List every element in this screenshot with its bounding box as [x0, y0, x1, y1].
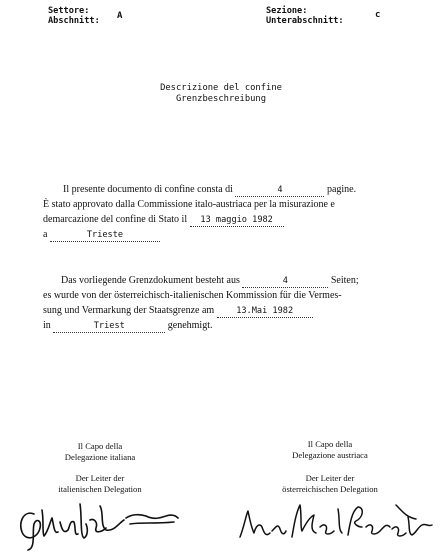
german-date-text: sung und Vermarkung der Staatsgrenze am — [43, 305, 215, 316]
left-de-line1: Der Leiter der — [75, 473, 125, 483]
italian-place-field — [50, 230, 160, 242]
right-de-line2: österreichischen Delegation — [282, 484, 378, 494]
german-pages-suffix: Seiten; — [330, 275, 359, 286]
sezione-value: c — [375, 10, 381, 20]
german-pages-value: 4 — [282, 276, 288, 286]
title-german: Grenzbeschreibung — [175, 94, 267, 104]
right-de-line1: Der Leiter der — [305, 473, 355, 483]
german-place-text: in — [43, 320, 51, 331]
german-line-4 — [43, 321, 213, 333]
sezione-label: Sezione: — [266, 6, 308, 16]
german-line-1 — [61, 276, 359, 288]
italian-place-text: a — [43, 229, 48, 240]
german-pages-field — [242, 276, 328, 288]
german-line-2: es wurde von der österreichisch-italienischen Kommission für die Vermes- — [43, 290, 342, 301]
right-it-line2: Delegazione austriaca — [292, 450, 368, 460]
italian-line-2: È stato approvato dalla Commissione italo-austriaca per la misurazione e — [43, 199, 335, 210]
signature-caption-italian — [25, 441, 175, 463]
italian-pages-suffix: pagine. — [326, 184, 357, 195]
signature-caption-austrian — [255, 439, 405, 461]
signature-caption-austrian-de — [255, 473, 405, 495]
left-it-line2: Delegazione italiana — [64, 452, 136, 462]
italian-place-value: Trieste — [86, 230, 124, 240]
italian-date-value: 13 maggio 1982 — [200, 215, 273, 225]
italian-pages-field — [235, 185, 324, 197]
german-place-value: Triest — [93, 321, 125, 331]
left-de-line2: italienischen Delegation — [58, 484, 142, 494]
italian-pages-value: 4 — [277, 185, 283, 195]
unterabschnitt-label: Unterabschnitt: — [266, 16, 344, 26]
title-italian: Descrizione del confine — [160, 83, 282, 93]
italian-line-3 — [43, 215, 284, 227]
german-date-value: 13.Mai 1982 — [236, 306, 294, 316]
signature-italian-delegate — [14, 492, 184, 554]
german-place-field — [53, 321, 165, 333]
german-line-3 — [43, 306, 313, 318]
left-it-line1: Il Capo della — [77, 441, 123, 451]
italian-line-4 — [43, 230, 160, 242]
italian-date-text: demarcazione del confine di Stato il — [43, 214, 188, 225]
italian-date-field — [190, 215, 284, 227]
abschnitt-label: Abschnitt: — [48, 16, 100, 26]
italian-line-1 — [63, 185, 356, 197]
german-date-field — [217, 306, 313, 318]
german-pages-text: Das vorliegende Grenzdokument besteht aus — [61, 275, 240, 286]
settore-value: A — [117, 11, 123, 21]
german-approved-text: genehmigt. — [167, 320, 213, 331]
right-it-line1: Il Capo della — [307, 439, 353, 449]
settore-label: Settore: — [48, 6, 90, 16]
signature-austrian-delegate — [236, 497, 440, 551]
italian-pages-text: Il presente documento di confine consta di — [63, 184, 233, 195]
